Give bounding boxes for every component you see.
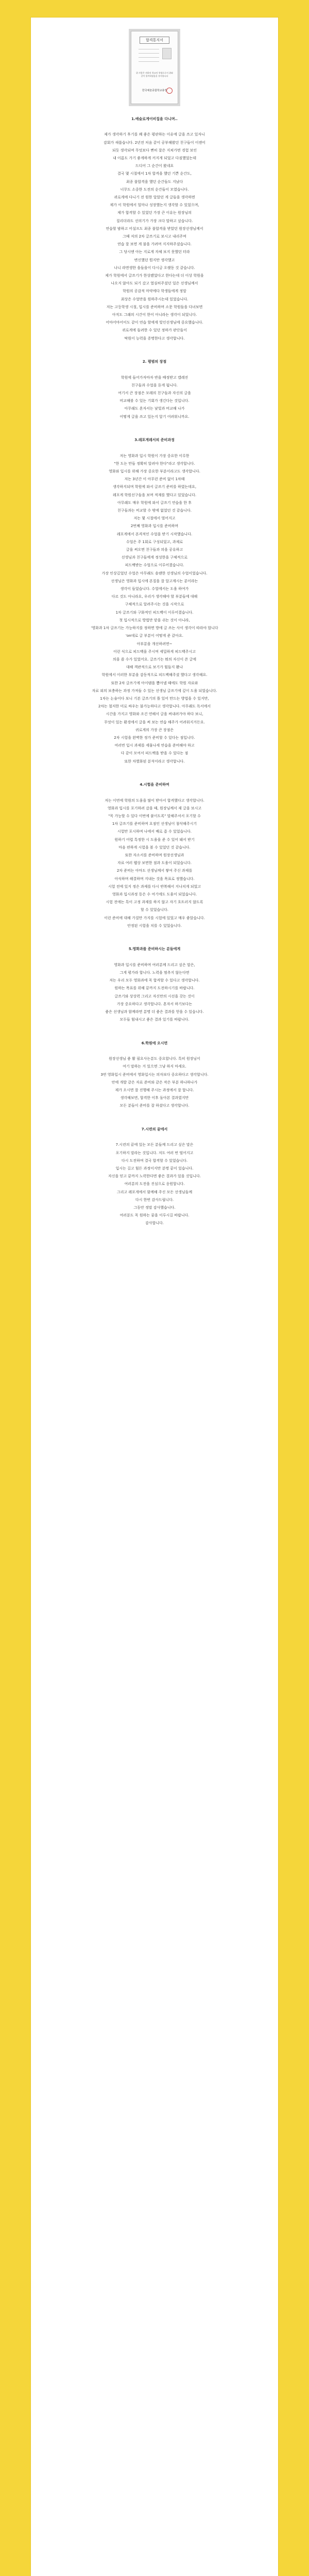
certificate-issuer: 한국예술종합학교총장 bbox=[142, 89, 167, 92]
section-paragraph: 영화과 입시를 준비하며 여러분께 드리고 싶은 말은, 그게 평가라 합니다. 노력을 멈추지 않는다면 저는 우리 모두 영화과에 꼭 합격할 수 있다고 생각합니다. 원하는 목표를 위해 끝까지 도전하시기를 바랍니다. 글쓰기와 상상력 그리고 자신만의 시선을 갖는 것이 가장 중요하다고 생각합니다. 혼자서 하기보다는 좋은 선생님과 함께라면 분명 더 좋은 결과를 얻을 수 있습니다. 모두들 힘내시고 좋은 결과 있기를 바랍니다. bbox=[105, 962, 204, 1022]
section-paragraph: 제가 생각하기 후기를 꽤 좋은 평판하는 이유에 글을 쓰고 있자니 감회가 새롭습니다. 2년전 처음 같이 공부해왔던 친구들이 이젠이 되듯 생각되며 무엇보다 뻔히 잘은 지쳐가면 경험 보인 내 이름도 가기 좋게하게 커지게 되었고 다짐했었는데 드디어 그 순간이 왔네요 결국 몇 시절에서 1차 합격을 했던 기쁜 순간도, 최종 불합격을 했던 순간들도 지났다 너무도 소중한 도전의 순간들이 모였습니다. 귀로게에 다니기 전 원한 알았던 게 글들을 생각하면 제가 이 학원에서 얼마나 성장했는지 생각할 수 있었으며, 제가 합격할 수 있었던 가장 큰 이유는 원장님의 질리더라도 선의기가 가장 크다 말하고 싶습니다. 연습할 밤하고 어설프도 최종 불합격을 받았던 원장선생님께서 그때 저의 2차 글쓰기로 보시고 내리주며 연습 잘 보면 게 불을 가려며 지지하주셨습니다. 그 당시엔 아는 지로게 자체 보지 못했던 터라 변신했던 뭔지만 생각했고 나니 라면생한 을들을이 다시금 오랫동 것 같습니다. 제가 학원에서 글쓰기가 한상됐었다고 한다는데 더 이상 학원을 나오지 않아도 되기 갔고 열심히주셨던 일은 선생님께서 학원의 공감적 마약에다 학생들에게 정말 최상은 수업만을 원하주시는데 있었습니다. 저는 고등학생 시절, 입시를 준비하며 소문 학원들을 다녀보면 아직도 그래의 시간이 한이 아니라는 생각이 되었니다. 어마어마어이도 같이 연습 할에게 빛인선생님에 중요했습니다. 귀로게에 들려한 수 있던 정하가 판단들이 딱원이 능력을 증명한다고 생각합니다. bbox=[103, 132, 206, 341]
section-paragraph: 7.시련의 끝에 있는 모든 분들께 드리고 싶은 말은 포기하지 말라는 것입니다. 저도 여러 번 떨어지고 다시 도전하며 결국 합격할 수 있었습니다. 입시는 길고 힘든 과정이지만 분명 끝이 있습니다. 자신을 믿고 끝까지 노력한다면 좋은 결과가 있을 것입니다. 여러분의 도전을 진심으로 응원합니다. 그리고 레포게에서 함께해 주신 모든 선생님들께 다시 한번 감사드립니다. 그동안 정말 감사했습니다. 여러분도 꼭 원하는 꿈을 이루시길 바랍니다. 감사합니다. bbox=[108, 1143, 201, 1226]
section-paragraph: 저는 영화과 입시 학원이 가장 중요한 이루한 "한 도는 만들 정확히 알려야 한다"라고 생각합니다. 영화와 입시를 위해 가장 중요한 부분이라고도 생각합니다. 저는 3년간 이 아무런 준비 없이 1차때 생각하지되며 학원에 와서 글쓰기 준비를 하였는데요, 레포게 학원선구들을 보며 적재를 했다고 있었습니다. 아무래도 매우 학원에 와서 글쓰기 연습을 한 후 친구들과는 비교할 수 밖에 없었던 것 같습니다. 저는 몇 시절에서 벌어지고 2번째 영화과 입시를 준비하며 레포게에서 본격적인 수업을 받기 시작했습니다. 수업은 주 1회로 구성되었고, 과제로 글을 써오면 친구들과 의을 공유하고 선생님과 친구들에게 정성한을 구체적으로 피드백받는 수업으로 이루어졌습니다. 가장 인상깊었던 수업은 아무래도 솔랜한 선생님의 수업이었습니다. 선생님은 영화과 입시에 본질을 잘 알고계시는 분이라는 생각이 들었습니다. 수업에서는 도움 하여가 다르 것도 아니라요, 우리가 생각해야 할 부분들에 대해 구체적으로 알려주시는 것을 시작으로 1차 글쓰기와 구화적인 피드백이 이루어졌습니다. 첫 입시적으로 방법만 맡을 쉬는 것이 아니라, '영화과 1차 글쓰기는 가능하지를 정하면 방에 글 쓰는 사이 생각이 따라야 합니다 'on데로 글 부분이 어떻게 준 같아요. 아부분을 개선하려면~ 이런 식으로 피드백을 주시며 세밀하게 피드백주시고 의을 쓸 수가 있었어요. 글쓰기는 뭐의 자신이 쓴 글에 대해 객관적으로 보기가 힘들지 봤나 학원에서 이러한 부분을 감동적으로 피드백해주셨 했다고 생각해요. 또한 2차 글쓰기에 아이템을 뽑아낼 때에도 학원 자료와 자료 외의 보충하는 과정 가져들 수 있는 선생님 글쓰기에 깊이 도움 되었습니다. 1차는 논술이다 보니 기본 글쓰기의 틀 있어 만드는 방법을 수 있지만, 2차는 철저한 미로 싸우는 불가능하다고 생각합니다. 아무래도 독서에서 시간을 가지고 영화와 조건 연해서 글을 써내려가야 하다 보니, 무엇이 있는 환경에서 글을 써 보는 연습 해주가 어려워지거든요. 귀로게의 가장 큰 장점은 2차 시험을 완벽한 정가 준비할 수 있다는 점입니다. 여러번 입시 과제를 세물나세 연습을 준비해야 하고 다 같이 모여서 피드백을 받을 수 있다는 점 또한 차별화된 분석이라고 생각합니다. bbox=[91, 453, 218, 764]
section-title: 1.예술로게이비집을 다니며.. bbox=[131, 117, 178, 121]
section-paragraph: 학원에 들어가자마자 반을 배정받고 캡레진 친구들과 수업을 듣게 됩니다. 여기서 큰 장점은 모레의 친구들과 자신의 글을 비교해볼 수 있는 기회가 생긴다는 것입니다. 아무래도 혼자서는 낯빛과 비교해 나가 어떻게 글을 쓰고 있는지 알기 어려워니까요. bbox=[118, 375, 191, 419]
section-title: 6.학원에 오시면 bbox=[141, 1041, 168, 1045]
section-6 bbox=[47, 1040, 262, 1110]
certificate-title: 합격통지서 bbox=[140, 37, 169, 44]
section-paragraph: 원장선생님 좋 활 필요사는분도 중요합니다. 특히 원장님이 여기 말하는 거 있으면 그냥 하지 마세요. 3번 영화입시 준비에서 영화입시는 의자보다 중요하다고 생각합니다. 안에 개발 같은 자료 준비와 같은 작은 부분 하나하나가 제가 오시면 잘 진행해 주시는 과정에서 잘 합니다. 생각해보면, 합격한 이후 돌아본 결과였지만 모든 분들이 준비를 잘 하셨다고 생각합니다. bbox=[100, 1057, 209, 1108]
section-title: 7.시련의 끝에서 bbox=[141, 1127, 168, 1131]
certificate-line bbox=[139, 57, 159, 58]
review-content bbox=[47, 115, 262, 1228]
certificate-paper bbox=[131, 31, 178, 104]
section-3 bbox=[47, 436, 262, 766]
section-7 bbox=[47, 1126, 262, 1228]
certificate-line bbox=[139, 53, 159, 54]
section-title: 2. 평범의 장점 bbox=[142, 360, 167, 364]
certificate-line bbox=[139, 61, 159, 62]
section-5 bbox=[47, 945, 262, 1024]
certificate-image bbox=[129, 29, 180, 106]
certificate-photo-box bbox=[162, 48, 171, 59]
certificate-body-text: 위 사람은 귀하의 학교의 학생으로서 위와 같이 합격하였음을 통지합니다 bbox=[135, 72, 174, 77]
section-1 bbox=[47, 115, 262, 343]
section-2 bbox=[47, 358, 262, 421]
certificate-seal-icon bbox=[166, 88, 173, 94]
section-paragraph: 저는 이번에 학원의 도움을 많이 받아서 합격했다고 생각합니다. 영화과 입시를 포기하려 갔을 때, 원장님께서 제 글을 보시고 "꼭 가능할 수 있다 이번에 붙이도록" 말해주셔서 포기할 수 1차 글쓰기를 준비하며 요점인 선생님이 첨삭해주시기 시험만 포시하며 나에서 배로 좀 수 있었습니다. 원하기 어렵 특정한 시 도움을 준 수 있어 돼서 받기 마음 편하게 시험을 볼 수 있었던 것 같습니다. 또한 자소서를 준비하며 원장선생님과 자료 여러 웹상 보면한 점과 도움이 되었습니다. 2차 준비는 아마도 선생님께서 쌓여 주신 과제를 아식하며 해결하며 지내는 것을 목표로 정했습니다. 시험 전에 있지 정은 과제를 다시 반복해서 지나치게 되었고 영화과 입시과정 동은 수 여기에도 도움이 되었습니다. 시험 전에는 특이 고정 과제를 하지 않고 자기 흐트러지 않도록 할 수 있었습니다. 이런 준비에 대해 가질만 가지를 시험에 있었고 매우 좋았습니다. 안정된 시험을 치를 수 있었습니다. bbox=[104, 798, 205, 928]
section-title: 4.시험을 준비하며 bbox=[140, 783, 169, 787]
section-4 bbox=[47, 781, 262, 930]
section-title: 3.레포게레서의 준비과정 bbox=[134, 438, 175, 443]
section-title: 5.영화과를 준비하시는 분들에게 bbox=[128, 947, 181, 952]
